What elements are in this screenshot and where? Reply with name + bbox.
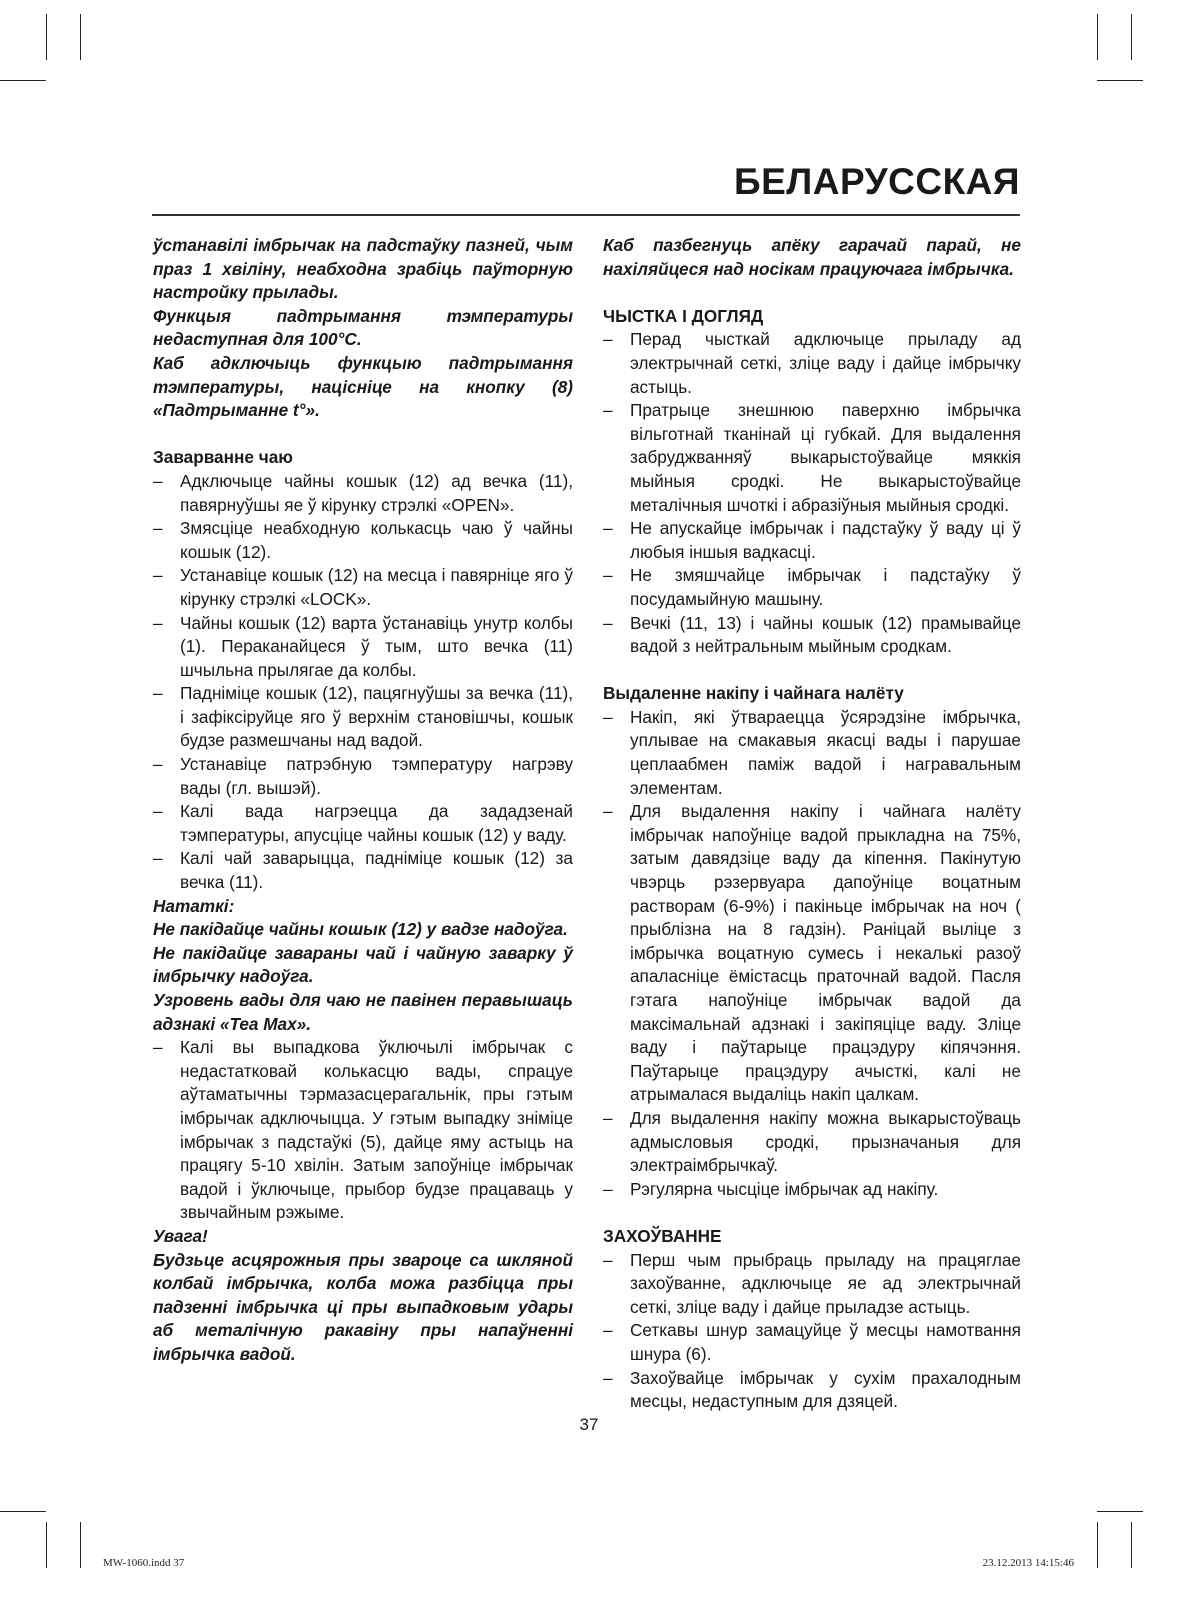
list-item: – Вечкі (11, 13) і чайны кошык (12) прамывайце вадой з нейтральным мыйным сродкам.	[603, 612, 1021, 659]
section-language-title: БЕЛАРУССКАЯ	[734, 161, 1020, 202]
steam-warning: Каб пазбегнуць апёку гарачай парай, не нахіляйцеся над носікам працуючага імбрычка.	[603, 235, 1021, 279]
crop-mark	[0, 80, 46, 81]
list-item: – Пратрыце знешнюю паверхню імбрычка вільготнай тканінай ці губкай. Для выдалення забруджванняў выкарыстоўвайце мяккія мыйныя сродкі. Не выкарыстоўвайце металічныя шчоткі і абразіўныя мыйныя сродкі.	[603, 399, 1021, 517]
list-item: – Перад чысткай адключыце прыладу ад электрычнай сеткі, зліце ваду і дайце імбрычку астыць.	[603, 328, 1021, 399]
page-number: 37	[579, 1415, 599, 1434]
list-item: – Не змяшчайце імбрычак і падстаўку ў посудамыйную машыну.	[603, 564, 1021, 611]
crop-mark	[80, 1522, 81, 1568]
overheat-list	[153, 1036, 573, 1225]
list-item: – Перш чым прыбраць прыладу на працяглае захоўванне, адключыце яе ад электрычнай сеткі, зліце ваду і дайце прыладзе астыць.	[603, 1249, 1021, 1320]
crop-mark	[1131, 1522, 1132, 1568]
storage-heading: ЗАХОЎВАННЕ	[603, 1225, 722, 1246]
crop-mark	[1097, 1522, 1098, 1568]
brewing-heading: Заварванне чаю	[153, 447, 293, 468]
crop-mark	[80, 14, 81, 60]
list-item: – Калі чай заварыцца, падніміце кошык (12) за вечка (11).	[153, 847, 573, 894]
crop-mark	[1097, 1511, 1143, 1512]
list-item: – Адключыце чайны кошык (12) ад вечка (11), павярнуўшы яе ў кірунку стрэлкі «OPEN».	[153, 470, 573, 517]
list-item: – Падніміце кошык (12), пацягнуўшы за вечка (11), і зафіксіруйце яго ў верхнім становішчы, кошык будзе размешчаны над вадой.	[153, 682, 573, 753]
note-item: Не пакідайце чайны кошык (12) у вадзе надоўга.	[153, 919, 568, 940]
note-item: Узровень вады для чаю не павінен перавышаць адзнакі «Tea Max».	[153, 990, 573, 1034]
crop-mark	[46, 14, 47, 60]
date-slug: 23.12.2013 14:15:46	[982, 1557, 1074, 1569]
intro-note: ўстанавілі імбрычак на падстаўку пазней, чым праз 1 хвіліну, неабходна зрабіць паўторную настройку прылады.	[153, 235, 573, 303]
list-item: – Змясціце неабходную колькасць чаю ў чайны кошык (12).	[153, 517, 573, 564]
list-item: – Чайны кошык (12) варта ўстанавіць унутр колбы (1). Пераканайцеся ў тым, што вечка (11) шчыльна прылягае да колбы.	[153, 612, 573, 683]
warning-heading: Увага!	[153, 1225, 208, 1246]
crop-mark	[1097, 80, 1143, 81]
list-item: – Сеткавы шнур замацуйце ў месцы намотвання шнура (6).	[603, 1319, 1021, 1366]
list-item: – Накіп, які ўтвараецца ўсярэдзіне імбрычка, уплывае на смакавыя якасці вады і парушае цеплаабмен паміж вадой і награвальным элементам.	[603, 706, 1021, 800]
crop-mark	[1131, 14, 1132, 60]
right-column	[603, 234, 1021, 1414]
cleaning-list	[603, 328, 1021, 658]
file-slug: MW-1060.indd 37	[103, 1557, 185, 1569]
crop-mark	[1097, 14, 1098, 60]
crop-mark	[0, 1511, 46, 1512]
header-rule	[152, 214, 1020, 216]
left-column	[153, 234, 573, 1367]
list-item: – Для выдалення накіпу можна выкарыстоўваць адмысловыя сродкі, прызначаныя для электраімбрычкаў.	[603, 1107, 1021, 1178]
warning-text: Будзьце асцярожныя пры звароце са шкляной колбай імбрычка, колба можа разбіцца пры падзенні імбрычка ці пры выпадковым удары аб металічную ракавіну пры напаўненні імбрычка вадой.	[153, 1249, 573, 1364]
list-item: – Калі вада нагрэецца да зададзенай тэмпературы, апусціце чайны кошык (12) у ваду.	[153, 800, 573, 847]
storage-list	[603, 1249, 1021, 1414]
intro-note: Функцыя падтрымання тэмпературы недаступная для 100°С.	[153, 305, 573, 350]
list-item: – Рэгулярна чысціце імбрычак ад накіпу.	[603, 1178, 1021, 1202]
list-item: – Устанавіце патрэбную тэмпературу нагрэву вады (гл. вышэй).	[153, 753, 573, 800]
list-item: – Для выдалення накіпу і чайнага налёту імбрычак напоўніце вадой прыкладна на 75%, затым давядзіце ваду да кіпення. Пакінутую чвэрць рэзервуара дапоўніце воцатным растворам (6-9%) і пакіньце імбрычак на ноч ( прыблізна на 8 гадзін). Раніцай выліце з імбрычка воцатную сумесь і некалькі разоў апаласніце ёмістасць праточнай вадой. Пасля гэтага напоўніце імбрычак вадой да максімальнай адзнакі і закіпяціце ваду. Зліце ваду і паўтарыце працэдуру кіпячэння. Паўтарыце працэдуру ачысткі, калі не атрымалася выдаліць накіп цалкам.	[603, 800, 1021, 1107]
descaling-list	[603, 706, 1021, 1201]
list-item: – Устанавіце кошык (12) на месца і павярніце яго ў кірунку стрэлкі «LOCK».	[153, 564, 573, 611]
list-item: – Не апускайце імбрычак і падстаўку ў ваду ці ў любыя іншыя вадкасці.	[603, 517, 1021, 564]
list-item: – Захоўвайце імбрычак у сухім прахалодным месцы, недаступным для дзяцей.	[603, 1367, 1021, 1414]
list-item: – Калі вы выпадкова ўключылі імбрычак с недастатковай колькасцю вады, спрацуе аўтаматычны тэрмазасцерагальнік, пры гэтым імбрычак адключыцца. У гэтым выпадку зніміце імбрычак з падстаўкі (5), дайце яму астыць на працягу 5-10 хвілін. Затым запоўніце імбрычак вадой і ўключыце, прыбор будзе працаваць у звычайным рэжыме.	[153, 1036, 573, 1225]
descaling-heading: Выдаленне накіпу і чайнага налёту	[603, 683, 904, 704]
cleaning-heading: ЧЫСТКА І ДОГЛЯД	[603, 305, 764, 326]
intro-note: Каб адключыць функцыю падтрымання тэмпературы, націсніце на кнопку (8) «Падтрыманне t°».	[153, 352, 573, 421]
note-item: Не пакідайце завараны чай і чайную заварку ў імбрычку надоўга.	[153, 942, 573, 987]
notes-heading: Нататкі:	[153, 895, 235, 916]
brewing-list	[153, 470, 573, 895]
crop-mark	[46, 1522, 47, 1568]
